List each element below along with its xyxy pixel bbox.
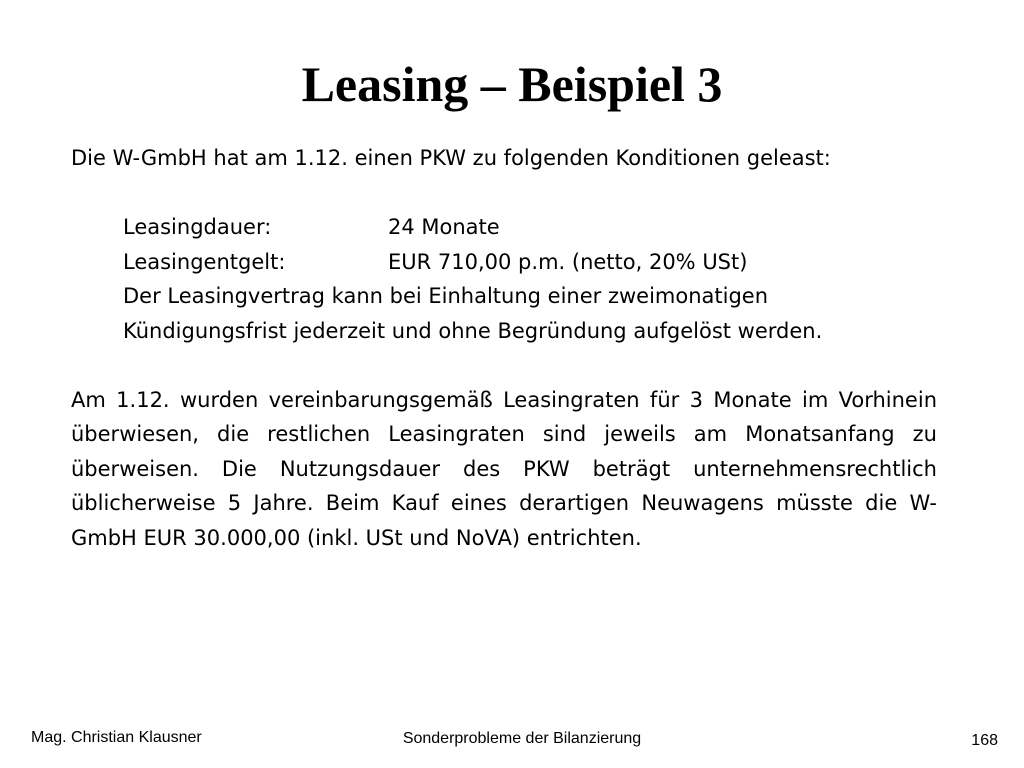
condition-value: 24 Monate [388,215,500,239]
condition-label: Leasingdauer: [123,215,272,239]
slide-content [71,141,937,555]
condition-label: Leasingentgelt: [123,249,286,274]
slide-title: Leasing – Beispiel 3 [301,56,723,112]
footer-page-number: 168 [971,732,998,749]
condition-row-duration [123,210,937,245]
intro-text: Die W-GmbH hat am 1.12. einen PKW zu folgenden Konditionen geleast: [71,146,831,170]
condition-value: EUR 710,00 p.m. (netto, 20% USt) [388,249,748,274]
condition-row-fee [123,245,937,280]
footer-course-title: Sonderprobleme der Bilanzierung [402,730,642,747]
termination-text-line-1: Der Leasingvertrag kann bei Einhaltung einer zweimonatigen [123,284,769,308]
footer-author: Mag. Christian Klausner [31,729,202,746]
conditions-block [123,210,937,348]
termination-text-line-2: Kündigungsfrist jederzeit und ohne Begründung aufgelöst werden. [123,318,823,343]
case-description-paragraph: Am 1.12. wurden vereinbarungsgemäß Leasingraten für 3 Monate im Vorhinein überwiesen, die restlichen Leasingraten sind jeweils am Monatsanfang zu überweisen. Die Nutzungsdauer des PKW beträgt unternehmensrechtlich üblicherweise 5 Jahre. Beim Kauf eines derartigen Neuwagens müsste die W-GmbH EUR 30.000,00 (inkl. USt und NoVA) entrichten. [71,387,937,550]
